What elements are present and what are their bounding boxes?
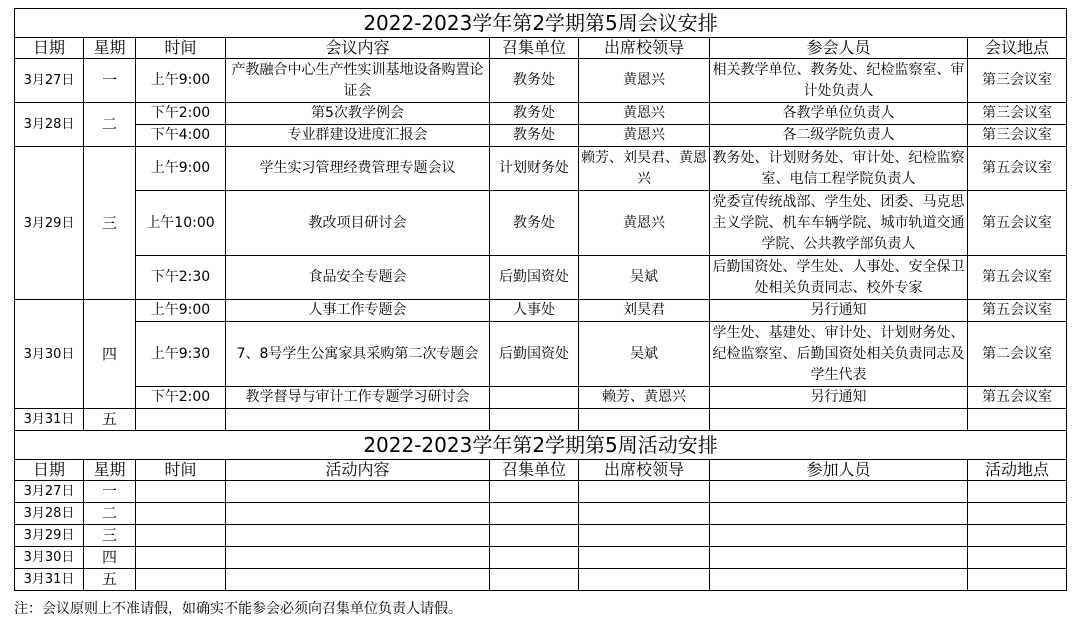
weekday-cell: 一 [84,481,136,503]
content-cell: 学生实习管理经费管理专题会议 [226,147,490,191]
table-row [15,409,1067,431]
activity-title: 2022-2023学年第2学期第5周活动安排 [15,431,1067,460]
weekday-cell: 三 [84,525,136,547]
location-cell: 第三会议室 [968,59,1067,103]
col-header-location: 会议地点 [968,38,1067,59]
schedule-table [14,8,1067,591]
col-header-location: 活动地点 [968,460,1067,481]
activity-header-row [15,460,1067,481]
location-cell: 第三会议室 [968,103,1067,125]
host-cell: 教务处 [490,103,579,125]
content-cell: 人事工作专题会 [226,300,490,322]
weekday-cell: 二 [84,503,136,525]
host-cell: 人事处 [490,300,579,322]
content-cell: 教学督导与审计工作专题学习研讨会 [226,387,490,409]
attendees-cell: 学生处、基建处、审计处、计划财务处、纪检监察室、后勤国资处相关负责同志及学生代表 [710,322,968,387]
content-cell [226,409,490,431]
col-header-time: 时间 [136,460,226,481]
content-cell: 教改项目研讨会 [226,191,490,256]
time-cell [136,409,226,431]
table-row [15,481,1067,503]
time-cell: 下午2:30 [136,256,226,300]
table-row [15,59,1067,103]
col-header-leader: 出席校领导 [579,38,710,59]
col-header-host: 召集单位 [490,38,579,59]
location-cell: 第五会议室 [968,147,1067,191]
col-header-weekday: 星期 [84,38,136,59]
col-header-date: 日期 [15,460,84,481]
leader-cell: 赖芳、黄恩兴 [579,387,710,409]
leader-cell: 黄恩兴 [579,191,710,256]
col-header-date: 日期 [15,38,84,59]
date-cell: 3月27日 [15,59,84,103]
table-row [15,569,1067,591]
host-cell: 教务处 [490,125,579,147]
col-header-leader: 出席校领导 [579,460,710,481]
date-cell: 3月29日 [15,147,84,300]
date-cell: 3月27日 [15,481,84,503]
time-cell: 下午2:00 [136,103,226,125]
location-cell: 第五会议室 [968,191,1067,256]
host-cell: 计划财务处 [490,147,579,191]
leader-cell: 黄恩兴 [579,59,710,103]
schedule-sheet [14,8,1066,591]
host-cell: 后勤国资处 [490,256,579,300]
location-cell [968,409,1067,431]
host-cell [490,409,579,431]
attendees-cell: 教务处、计划财务处、审计处、纪检监察室、电信工程学院负责人 [710,147,968,191]
table-row [15,300,1067,322]
host-cell: 教务处 [490,59,579,103]
leader-cell: 黄恩兴 [579,103,710,125]
host-cell: 教务处 [490,191,579,256]
attendees-cell: 各二级学院负责人 [710,125,968,147]
leader-cell [579,409,710,431]
leader-cell: 黄恩兴 [579,125,710,147]
date-cell: 3月28日 [15,103,84,147]
table-row [15,525,1067,547]
content-cell: 7、8号学生公寓家具采购第二次专题会 [226,322,490,387]
col-header-attendees: 参会人员 [710,38,968,59]
table-row [15,103,1067,125]
footnote: 注：会议原则上不准请假，如确实不能参会必须向召集单位负责人请假。 [14,601,462,617]
col-header-host: 召集单位 [490,460,579,481]
table-row [15,125,1067,147]
col-header-content: 活动内容 [226,460,490,481]
leader-cell: 刘昊君 [579,300,710,322]
attendees-cell: 相关教学单位、教务处、纪检监察室、审计处负责人 [710,59,968,103]
time-cell: 下午4:00 [136,125,226,147]
content-cell: 第5次教学例会 [226,103,490,125]
host-cell: 后勤国资处 [490,322,579,387]
location-cell: 第五会议室 [968,387,1067,409]
date-cell: 3月30日 [15,547,84,569]
date-cell: 3月31日 [15,409,84,431]
date-cell: 3月29日 [15,525,84,547]
time-cell: 上午9:30 [136,322,226,387]
table-row [15,256,1067,300]
date-cell: 3月31日 [15,569,84,591]
attendees-cell: 党委宣传统战部、学生处、团委、马克思主义学院、机车车辆学院、城市轨道交通学院、公共教学部负责人 [710,191,968,256]
weekday-cell: 四 [84,547,136,569]
host-cell [490,387,579,409]
attendees-cell [710,409,968,431]
leader-cell: 吴斌 [579,256,710,300]
weekday-cell: 五 [84,569,136,591]
location-cell: 第三会议室 [968,125,1067,147]
location-cell: 第二会议室 [968,322,1067,387]
col-header-participants: 参加人员 [710,460,968,481]
location-cell: 第五会议室 [968,300,1067,322]
content-cell: 专业群建设进度汇报会 [226,125,490,147]
leader-cell: 吴斌 [579,322,710,387]
time-cell: 上午9:00 [136,300,226,322]
col-header-weekday: 星期 [84,460,136,481]
time-cell: 下午2:00 [136,387,226,409]
content-cell: 产教融合中心生产性实训基地设备购置论证会 [226,59,490,103]
time-cell: 上午9:00 [136,59,226,103]
meeting-title: 2022-2023学年第2学期第5周会议安排 [15,9,1067,38]
table-row [15,322,1067,387]
time-cell: 上午10:00 [136,191,226,256]
weekday-cell: 四 [84,300,136,409]
attendees-cell: 另行通知 [710,300,968,322]
weekday-cell: 五 [84,409,136,431]
col-header-content: 会议内容 [226,38,490,59]
attendees-cell: 另行通知 [710,387,968,409]
col-header-time: 时间 [136,38,226,59]
date-cell: 3月28日 [15,503,84,525]
attendees-cell: 各教学单位负责人 [710,103,968,125]
table-row [15,147,1067,191]
date-cell: 3月30日 [15,300,84,409]
weekday-cell: 二 [84,103,136,147]
table-row [15,387,1067,409]
meeting-header-row [15,38,1067,59]
leader-cell: 赖芳、刘昊君、黄恩兴 [579,147,710,191]
content-cell: 食品安全专题会 [226,256,490,300]
attendees-cell: 后勤国资处、学生处、人事处、安全保卫处相关负责同志、校外专家 [710,256,968,300]
time-cell: 上午9:00 [136,147,226,191]
weekday-cell: 三 [84,147,136,300]
table-row [15,191,1067,256]
location-cell: 第五会议室 [968,256,1067,300]
table-row [15,503,1067,525]
table-row [15,547,1067,569]
weekday-cell: 一 [84,59,136,103]
